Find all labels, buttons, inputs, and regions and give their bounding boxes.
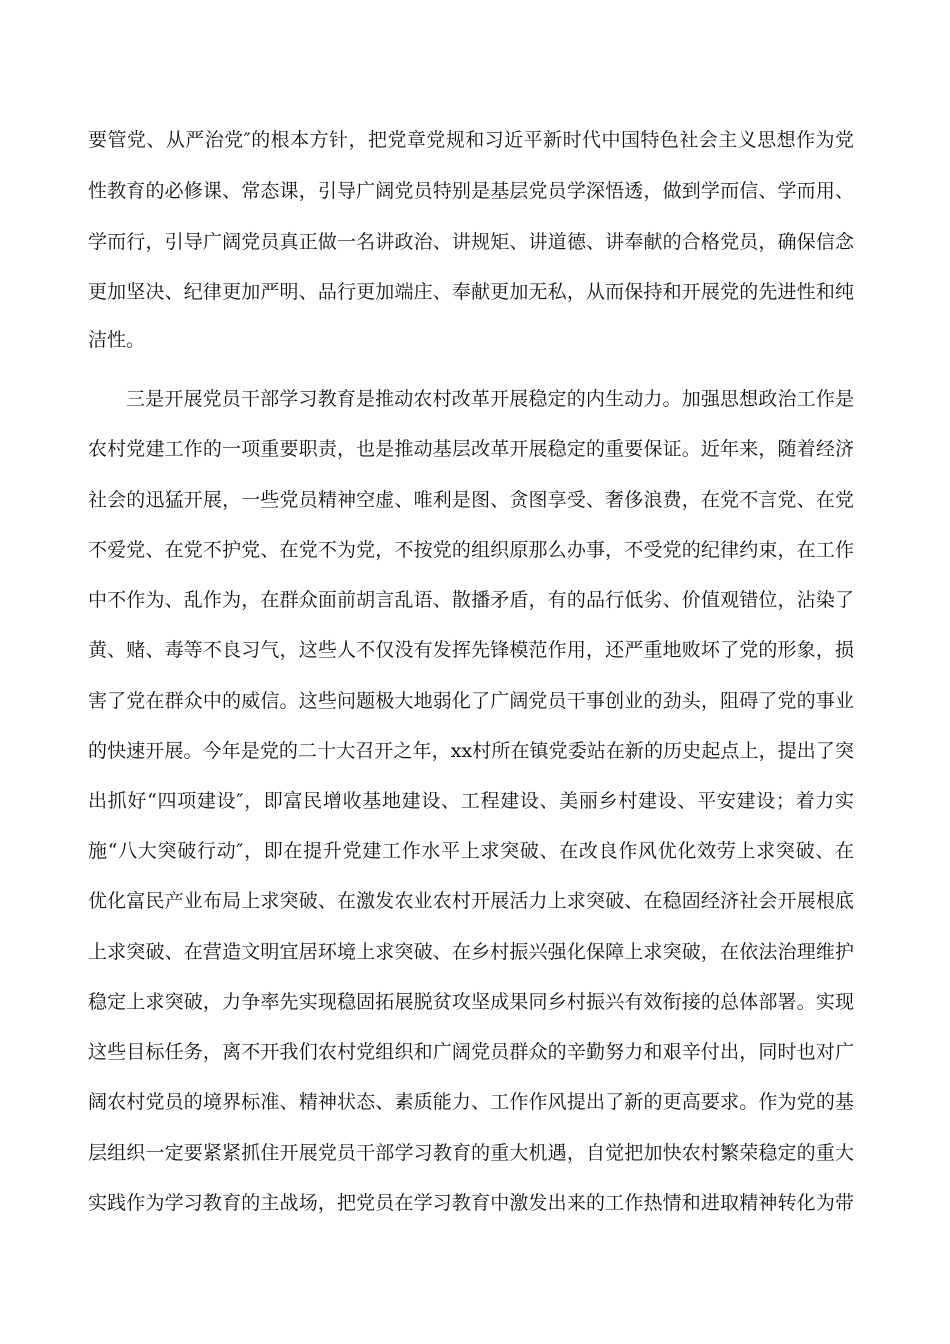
text-line: 层组织一定要紧紧抓住开展党员干部学习教育的重大机遇，自觉把加快农村繁荣稳定的重大 (88, 1142, 854, 1164)
text-line: 中不作为、乱作为，在群众面前胡言乱语、散播矛盾，有的品行低劣、价值观错位，沾染了 (88, 589, 854, 611)
text-line: 的快速开展。今年是党的二十大召开之年，xx村所在镇党委站在新的历史起点上，提出了突 (88, 740, 854, 762)
text-line: 优化富民产业布局上求突破、在激发农业农村开展活力上求突破、在稳固经济社会开展根底 (88, 890, 854, 912)
text-line: 稳定上求突破，力争率先实现稳固拓展脱贫攻坚成果同乡村振兴有效衔接的总体部署。实现 (88, 991, 854, 1013)
text-line: 农村党建工作的一项重要职责，也是推动基层改革开展稳定的重要保证。近年来，随着经济 (88, 438, 854, 460)
text-line: 更加坚决、纪律更加严明、品行更加端庄、奉献更加无私，从而保持和开展党的先进性和纯 (88, 281, 854, 303)
text-line: 不爱党、在党不护党、在党不为党，不按党的组织原那么办事，不受党的纪律约束，在工作 (88, 539, 854, 561)
text-line: 实践作为学习教育的主战场，把党员在学习教育中激发出来的工作热情和进取精神转化为带 (88, 1192, 854, 1214)
text-line: 性教育的必修课、常态课，引导广阔党员特别是基层党员学深悟透，做到学而信、学而用、 (88, 180, 854, 202)
text-line: 害了党在群众中的威信。这些问题极大地弱化了广阔党员干事创业的劲头，阻碍了党的事业 (88, 690, 854, 712)
text-line: 社会的迅猛开展，一些党员精神空虚、唯利是图、贪图享受、奢侈浪费，在党不言党、在党 (88, 489, 854, 511)
text-line: 三是开展党员干部学习教育是推动农村改革开展稳定的内生动力。加强思想政治工作是 (126, 388, 854, 410)
text-line: 施“八大突破行动″，即在提升党建工作水平上求突破、在改良作风优化效劳上求突破、在 (88, 840, 854, 862)
text-line: 学而行，引导广阔党员真正做一名讲政治、讲规矩、讲道德、讲奉献的合格党员，确保信念 (88, 231, 854, 253)
text-line: 黄、赌、毒等不良习气，这些人不仅没有发挥先锋模范作用，还严重地败坏了党的形象，损 (88, 639, 854, 661)
text-line: 要管党、从严治党″的根本方针，把党章党规和习近平新时代中国特色社会主义思想作为党 (88, 129, 854, 151)
text-line: 上求突破、在营造文明宜居环境上求突破、在乡村振兴强化保障上求突破，在依法治理维护 (88, 941, 854, 963)
text-line: 洁性。 (88, 329, 146, 351)
text-line: 阔农村党员的境界标准、精神状态、素质能力、工作作风提出了新的更高要求。作为党的基 (88, 1091, 854, 1113)
text-line: 这些目标任务，离不开我们农村党组织和广阔党员群众的辛勤努力和艰辛付出，同时也对广 (88, 1041, 854, 1063)
text-line: 出抓好“四项建设″，即富民增收基地建设、工程建设、美丽乡村建设、平安建设；着力实 (88, 790, 854, 812)
